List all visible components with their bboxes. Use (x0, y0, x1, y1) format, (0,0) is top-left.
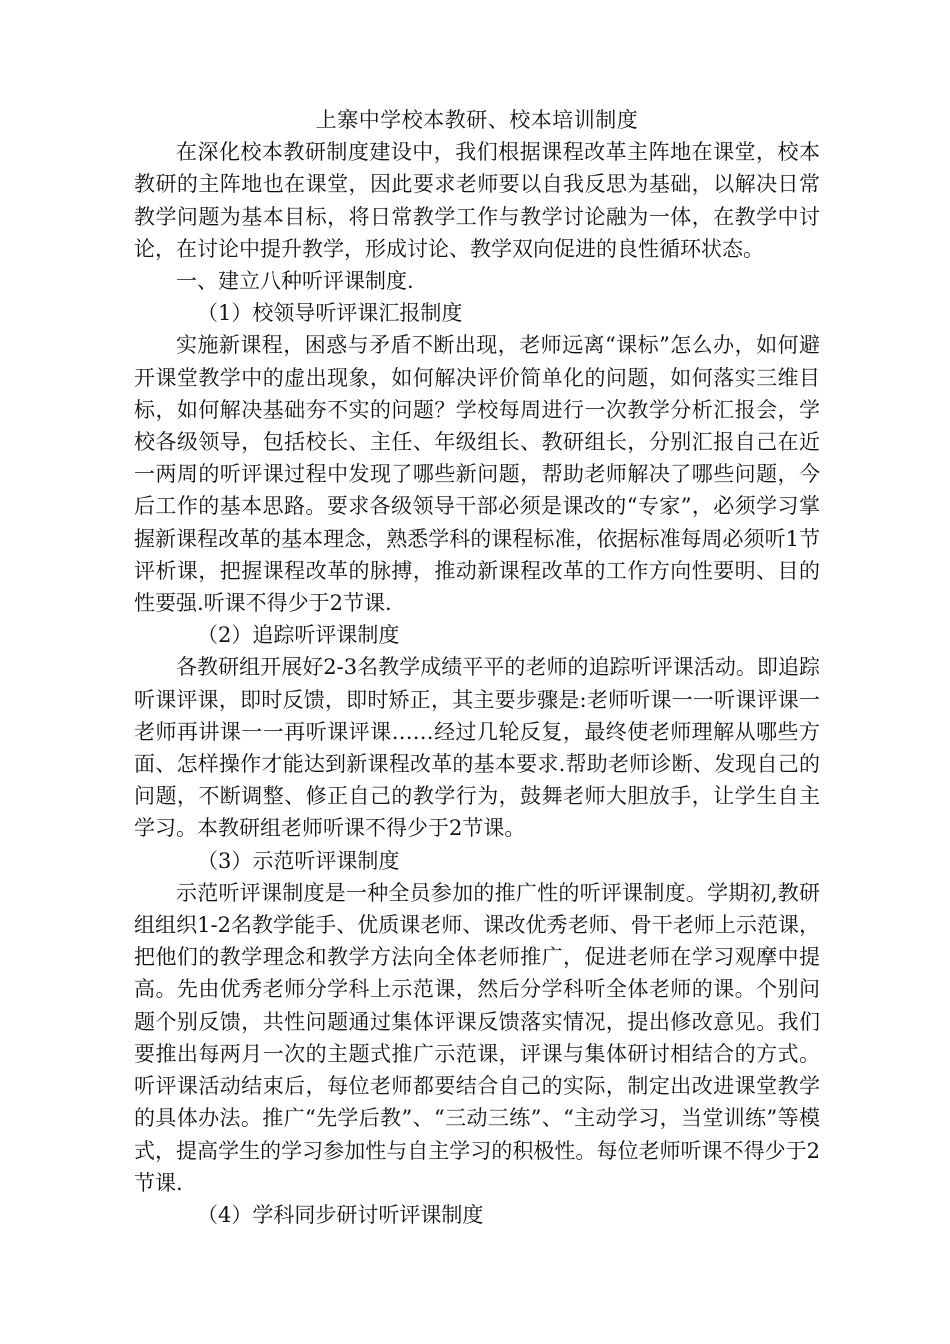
subsection-heading-2: （2）追踪听评课制度 (197, 623, 400, 648)
subsection-body-1: 实施新课程，困惑与矛盾不断出现，老师远离“课标”怎么办，如何避开课堂教学中的虚出现象，如何解决评价简单化的问题，如何落实三维目标，如何解决基础夯不实的问题？学校每周进行一次教学分析汇报会，学校各级领导，包括校长、主任、年级组长、教研组长，分别汇报自己在近一两周的听评课过程中发现了哪些新问题，帮助老师解决了哪些问题，今后工作的基本思路。要求各级领导干部必须是课改的“专家”，必须学习掌握新课程改革的基本理念，熟悉学科的课程标准，依据标准每周必须听1节评析课，把握课程改革的脉搏，推动新课程改革的工作方向性要明、目的性要强.听课不得少于2节课. (134, 333, 820, 616)
intro-paragraph: 在深化校本教研制度建设中，我们根据课程改革主阵地在课堂，校本教研的主阵地也在课堂，因此要求老师要以自我反思为基础，以解决日常教学问题为基本目标，将日常教学工作与教学讨论融为一体，在教学中讨论，在讨论中提升教学，形成讨论、教学双向促进的良性循环状态。 (134, 140, 820, 261)
document-body (134, 104, 820, 1231)
section-heading-1: 一、建立八种听评课制度. (176, 269, 414, 294)
subsection-body-2: 各教研组开展好2-3名教学成绩平平的老师的追踪听评课活动。即追踪听课评课，即时反馈，即时矫正，其主要步骤是:老师听课一一听课评课一老师再讲课一一再听课评课……经过几轮反复，最终使老师理解从哪些方面、怎样操作才能达到新课程改革的基本要求.帮助老师诊断、发现自己的问题，不断调整、修正自己的教学行为，鼓舞老师大胆放手，让学生自主学习。本教研组老师听课不得少于2节课。 (134, 655, 820, 841)
document-title: 上寨中学校本教研、校本培训制度 (315, 108, 639, 132)
subsection-heading-4: （4）学科同步研讨听评课制度 (197, 1202, 484, 1227)
subsection-heading-3: （3）示范听评课制度 (197, 848, 400, 873)
subsection-body-3: 示范听评课制度是一种全员参加的推广性的听评课制度。学期初,教研组组织1-2名教学能手、优质课老师、课改优秀老师、骨干老师上示范课，把他们的教学理念和教学方法向全体老师推广，促进老师在学习观摩中提高。先由优秀老师分学科上示范课，然后分学科听全体老师的课。个别问题个别反馈，共性问题通过集体评课反馈落实情况，提出修改意见。我们要推出每两月一次的主题式推广示范课，评课与集体研讨相结合的方式。听评课活动结束后，每位老师都要结合自己的实际，制定出改进课堂教学的具体办法。推广“先学后教”、“三动三练”、“主动学习，当堂训练”等模式，提高学生的学习参加性与自主学习的积极性。每位老师听课不得少于2节课. (134, 880, 820, 1195)
subsection-heading-1: （1）校领导听评课汇报制度 (197, 301, 463, 326)
